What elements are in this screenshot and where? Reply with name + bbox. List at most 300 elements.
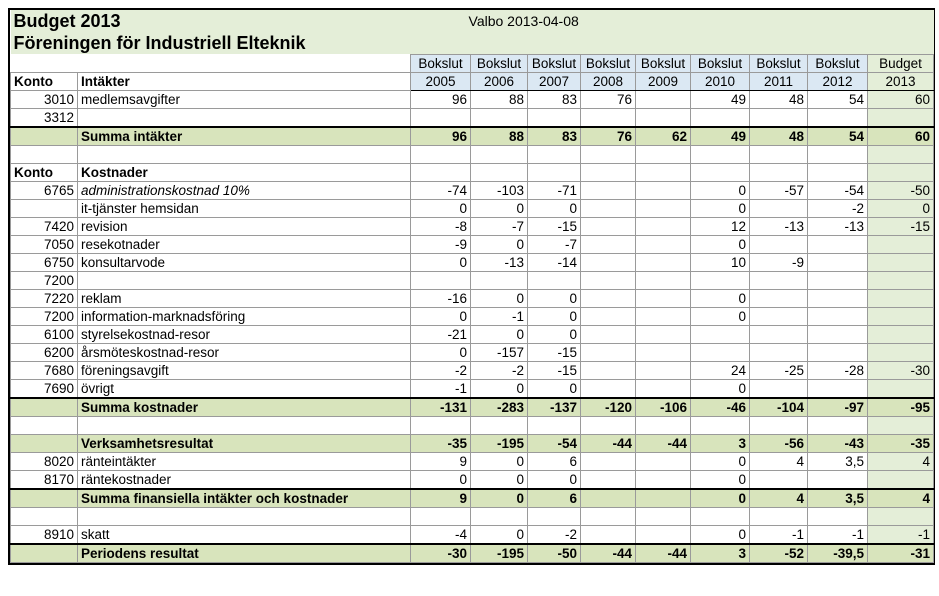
value-cell: -157 <box>471 343 528 361</box>
value-cell: -1 <box>411 379 471 398</box>
value-cell: 0 <box>471 325 528 343</box>
subtitle-row <box>11 32 934 54</box>
value-cell: 76 <box>581 127 636 146</box>
row-label: medlemsavgifter <box>78 90 411 108</box>
value-cell: -16 <box>411 289 471 307</box>
value-cell: -283 <box>471 398 528 417</box>
header-year-cell: 2005 <box>411 72 471 90</box>
blank-cell <box>528 163 581 181</box>
value-cell: -137 <box>528 398 581 417</box>
value-cell <box>636 271 691 289</box>
value-cell: -15 <box>868 217 934 235</box>
row-r7690 <box>11 379 934 398</box>
value-cell: 54 <box>808 127 868 146</box>
value-cell: -15 <box>528 217 581 235</box>
value-cell <box>581 217 636 235</box>
value-cell <box>581 289 636 307</box>
konto-header: Konto <box>11 72 78 90</box>
value-cell <box>636 489 691 508</box>
row-rit <box>11 199 934 217</box>
blank-cell <box>808 145 868 163</box>
row-label: årsmöteskostnad-resor <box>78 343 411 361</box>
konto-cell <box>11 127 78 146</box>
value-cell <box>808 470 868 489</box>
blank-cell <box>691 416 750 434</box>
value-cell: 0 <box>691 235 750 253</box>
blank-cell <box>11 54 411 72</box>
value-cell <box>636 452 691 470</box>
value-cell: 0 <box>411 253 471 271</box>
value-cell: -15 <box>528 343 581 361</box>
value-cell: 4 <box>868 452 934 470</box>
header-type-cell: Budget <box>868 54 934 72</box>
value-cell <box>581 361 636 379</box>
header-year-cell: 2006 <box>471 72 528 90</box>
blank-cell <box>636 416 691 434</box>
value-cell: 10 <box>691 253 750 271</box>
value-cell: -44 <box>636 544 691 563</box>
value-cell <box>636 181 691 199</box>
value-cell: -195 <box>471 544 528 563</box>
value-cell: -56 <box>750 434 808 452</box>
value-cell <box>636 90 691 108</box>
row-label: skatt <box>78 525 411 544</box>
row-label: styrelsekostnad-resor <box>78 325 411 343</box>
value-cell: 76 <box>581 90 636 108</box>
blank-cell <box>581 416 636 434</box>
header-year-cell: 2010 <box>691 72 750 90</box>
blank-cell <box>808 163 868 181</box>
row-r6765 <box>11 181 934 199</box>
value-cell <box>750 307 808 325</box>
row-r7220 <box>11 289 934 307</box>
value-cell: 0 <box>691 452 750 470</box>
value-cell: 49 <box>691 90 750 108</box>
value-cell <box>581 325 636 343</box>
row-sum_kost <box>11 398 934 417</box>
value-cell: -44 <box>581 434 636 452</box>
value-cell <box>808 271 868 289</box>
konto-cell: 7690 <box>11 379 78 398</box>
value-cell: 54 <box>808 90 868 108</box>
blank-cell <box>528 507 581 525</box>
konto-cell <box>11 489 78 508</box>
value-cell: -13 <box>750 217 808 235</box>
value-cell <box>581 470 636 489</box>
row-r3312 <box>11 108 934 127</box>
value-cell: -44 <box>581 544 636 563</box>
spacer-row <box>11 507 934 525</box>
value-cell: -54 <box>528 434 581 452</box>
value-cell: -120 <box>581 398 636 417</box>
value-cell <box>808 325 868 343</box>
budget-table <box>10 10 934 563</box>
value-cell: 62 <box>636 127 691 146</box>
row-sum_int <box>11 127 934 146</box>
row-period <box>11 544 934 563</box>
value-cell <box>808 289 868 307</box>
value-cell <box>750 343 808 361</box>
value-cell: -103 <box>471 181 528 199</box>
blank-cell <box>411 163 471 181</box>
value-cell: 0 <box>411 307 471 325</box>
value-cell <box>471 271 528 289</box>
blank-cell <box>691 163 750 181</box>
value-cell <box>581 525 636 544</box>
header-type-cell: Bokslut <box>411 54 471 72</box>
value-cell: -43 <box>808 434 868 452</box>
value-cell <box>808 307 868 325</box>
konto-cell: 7680 <box>11 361 78 379</box>
value-cell: -46 <box>691 398 750 417</box>
value-cell: -4 <box>411 525 471 544</box>
row-r7680 <box>11 361 934 379</box>
value-cell: 4 <box>868 489 934 508</box>
blank-cell <box>636 507 691 525</box>
value-cell <box>691 343 750 361</box>
blank-cell <box>750 416 808 434</box>
value-cell <box>868 108 934 127</box>
row-sum_fin <box>11 489 934 508</box>
value-cell: 3,5 <box>808 452 868 470</box>
blank-cell <box>750 163 808 181</box>
value-cell: -1 <box>750 525 808 544</box>
value-cell <box>750 379 808 398</box>
value-cell: 0 <box>528 470 581 489</box>
blank-cell <box>471 416 528 434</box>
value-cell <box>808 108 868 127</box>
konto-cell: 8170 <box>11 470 78 489</box>
value-cell <box>750 325 808 343</box>
value-cell <box>868 271 934 289</box>
row-label <box>78 108 411 127</box>
blank-cell <box>471 163 528 181</box>
value-cell: -97 <box>808 398 868 417</box>
value-cell <box>411 108 471 127</box>
blank-cell <box>78 145 411 163</box>
konto-cell: 7420 <box>11 217 78 235</box>
value-cell: 0 <box>691 307 750 325</box>
row-label: administrationskostnad 10% <box>78 181 411 199</box>
value-cell <box>581 199 636 217</box>
row-r8020 <box>11 452 934 470</box>
value-cell: 3 <box>691 544 750 563</box>
blank-cell <box>868 507 934 525</box>
value-cell: -7 <box>471 217 528 235</box>
row-r6200 <box>11 343 934 361</box>
value-cell: -30 <box>411 544 471 563</box>
value-cell <box>636 361 691 379</box>
value-cell: 0 <box>528 289 581 307</box>
header-type-cell: Bokslut <box>636 54 691 72</box>
row-label: föreningsavgift <box>78 361 411 379</box>
value-cell <box>636 325 691 343</box>
value-cell: 4 <box>750 489 808 508</box>
value-cell: 0 <box>691 181 750 199</box>
header-year-cell: 2013 <box>868 72 934 90</box>
blank-cell <box>636 163 691 181</box>
konto-cell: 7200 <box>11 307 78 325</box>
blank-cell <box>411 507 471 525</box>
value-cell: 0 <box>528 379 581 398</box>
header-year-cell: 2011 <box>750 72 808 90</box>
blank-cell <box>471 145 528 163</box>
konto-cell: 6200 <box>11 343 78 361</box>
value-cell <box>581 108 636 127</box>
spacer-row <box>11 416 934 434</box>
row-label: räntekostnader <box>78 470 411 489</box>
row-label <box>78 271 411 289</box>
value-cell: 4 <box>750 452 808 470</box>
value-cell <box>691 108 750 127</box>
konto-cell: 7200 <box>11 271 78 289</box>
value-cell: 49 <box>691 127 750 146</box>
value-cell <box>808 343 868 361</box>
header-row-2 <box>11 72 934 90</box>
value-cell: -35 <box>868 434 934 452</box>
konto-cell: 6765 <box>11 181 78 199</box>
value-cell <box>636 199 691 217</box>
value-cell: -14 <box>528 253 581 271</box>
value-cell: -1 <box>868 525 934 544</box>
value-cell: -54 <box>808 181 868 199</box>
row-label: övrigt <box>78 379 411 398</box>
row-r8910 <box>11 525 934 544</box>
value-cell <box>750 289 808 307</box>
row-label: resekotnader <box>78 235 411 253</box>
value-cell <box>636 253 691 271</box>
value-cell: -44 <box>636 434 691 452</box>
header-year-cell: 2009 <box>636 72 691 90</box>
value-cell <box>868 343 934 361</box>
value-cell: 0 <box>691 489 750 508</box>
row-r7050 <box>11 235 934 253</box>
value-cell <box>868 235 934 253</box>
value-cell <box>636 289 691 307</box>
value-cell: 0 <box>528 199 581 217</box>
value-cell: 0 <box>471 235 528 253</box>
row-label: revision <box>78 217 411 235</box>
row-label: Summa intäkter <box>78 127 411 146</box>
value-cell: -31 <box>868 544 934 563</box>
value-cell: -25 <box>750 361 808 379</box>
value-cell <box>581 307 636 325</box>
value-cell: 0 <box>411 199 471 217</box>
value-cell: -195 <box>471 434 528 452</box>
blank-cell <box>11 507 78 525</box>
konto-cell: 7220 <box>11 289 78 307</box>
intakter-header: Intäkter <box>78 72 411 90</box>
value-cell <box>636 217 691 235</box>
header-type-cell: Bokslut <box>750 54 808 72</box>
title-row <box>11 10 934 32</box>
value-cell: 0 <box>471 489 528 508</box>
row-label: Periodens resultat <box>78 544 411 563</box>
row-r7200a <box>11 271 934 289</box>
value-cell <box>528 108 581 127</box>
value-cell: 6 <box>528 489 581 508</box>
value-cell: -9 <box>411 235 471 253</box>
row-label: Summa kostnader <box>78 398 411 417</box>
blank-cell <box>808 507 868 525</box>
row-r6750 <box>11 253 934 271</box>
value-cell <box>581 181 636 199</box>
row-label: reklam <box>78 289 411 307</box>
spacer-row <box>11 145 934 163</box>
value-cell: 9 <box>411 489 471 508</box>
value-cell: 12 <box>691 217 750 235</box>
value-cell <box>750 235 808 253</box>
value-cell: -95 <box>868 398 934 417</box>
value-cell <box>750 199 808 217</box>
konto-cell: 6100 <box>11 325 78 343</box>
header-year-cell: 2008 <box>581 72 636 90</box>
value-cell: -1 <box>471 307 528 325</box>
header-type-cell: Bokslut <box>528 54 581 72</box>
value-cell: -74 <box>411 181 471 199</box>
blank-cell <box>691 145 750 163</box>
header-year-cell: 2007 <box>528 72 581 90</box>
blank-cell <box>691 507 750 525</box>
value-cell <box>868 325 934 343</box>
blank-cell <box>78 507 411 525</box>
blank-cell <box>581 507 636 525</box>
blank-cell <box>411 32 934 54</box>
value-cell: -71 <box>528 181 581 199</box>
konto-cell: 3010 <box>11 90 78 108</box>
value-cell <box>750 470 808 489</box>
value-cell <box>636 525 691 544</box>
value-cell <box>581 379 636 398</box>
value-cell: 0 <box>528 325 581 343</box>
konto-cell: 6750 <box>11 253 78 271</box>
value-cell <box>471 108 528 127</box>
value-cell: 24 <box>691 361 750 379</box>
value-cell: -7 <box>528 235 581 253</box>
blank-cell <box>581 145 636 163</box>
value-cell <box>581 271 636 289</box>
row-label: Verksamhetsresultat <box>78 434 411 452</box>
blank-cell <box>78 416 411 434</box>
row-r6100 <box>11 325 934 343</box>
value-cell <box>750 108 808 127</box>
value-cell: 0 <box>691 289 750 307</box>
value-cell: 0 <box>691 199 750 217</box>
konto-header: Konto <box>11 163 78 181</box>
header-type-cell: Bokslut <box>581 54 636 72</box>
konto-cell: 8910 <box>11 525 78 544</box>
blank-cell <box>868 163 934 181</box>
sheet-title: Budget 2013 <box>11 10 411 32</box>
value-cell: 3 <box>691 434 750 452</box>
row-r8170 <box>11 470 934 489</box>
value-cell <box>868 307 934 325</box>
value-cell <box>581 452 636 470</box>
blank-cell <box>808 416 868 434</box>
row-label: ränteintäkter <box>78 452 411 470</box>
blank-cell <box>471 507 528 525</box>
konto-cell <box>11 199 78 217</box>
blank-cell <box>411 416 471 434</box>
value-cell: 0 <box>411 343 471 361</box>
header-type-cell: Bokslut <box>691 54 750 72</box>
header-year-cell: 2012 <box>808 72 868 90</box>
value-cell: -35 <box>411 434 471 452</box>
value-cell <box>636 470 691 489</box>
value-cell: -104 <box>750 398 808 417</box>
konto-cell: 3312 <box>11 108 78 127</box>
row-r7200b <box>11 307 934 325</box>
value-cell: 83 <box>528 90 581 108</box>
value-cell: 60 <box>868 127 934 146</box>
value-cell <box>808 235 868 253</box>
value-cell <box>636 235 691 253</box>
row-r7420 <box>11 217 934 235</box>
value-cell <box>691 325 750 343</box>
value-cell <box>808 379 868 398</box>
value-cell: -50 <box>868 181 934 199</box>
value-cell: 88 <box>471 90 528 108</box>
value-cell <box>581 253 636 271</box>
blank-cell <box>11 145 78 163</box>
value-cell: 88 <box>471 127 528 146</box>
value-cell <box>581 489 636 508</box>
value-cell <box>636 379 691 398</box>
value-cell: 0 <box>471 452 528 470</box>
konto-cell <box>11 398 78 417</box>
blank-cell <box>581 163 636 181</box>
blank-cell <box>750 507 808 525</box>
konto-cell <box>11 434 78 452</box>
value-cell <box>868 289 934 307</box>
row-label: information-marknadsföring <box>78 307 411 325</box>
budget-sheet <box>8 8 935 565</box>
value-cell <box>868 253 934 271</box>
row-r3010 <box>11 90 934 108</box>
value-cell: -13 <box>471 253 528 271</box>
blank-cell <box>636 145 691 163</box>
value-cell: 0 <box>868 199 934 217</box>
value-cell <box>868 379 934 398</box>
blank-cell <box>528 416 581 434</box>
value-cell <box>750 271 808 289</box>
blank-cell <box>528 145 581 163</box>
value-cell: -30 <box>868 361 934 379</box>
value-cell <box>808 253 868 271</box>
value-cell: 0 <box>691 525 750 544</box>
value-cell <box>581 343 636 361</box>
konto-cell: 8020 <box>11 452 78 470</box>
value-cell: -106 <box>636 398 691 417</box>
value-cell: -2 <box>528 525 581 544</box>
value-cell: 0 <box>471 289 528 307</box>
value-cell: 0 <box>471 199 528 217</box>
value-cell <box>636 108 691 127</box>
value-cell: 0 <box>411 470 471 489</box>
header-type-cell: Bokslut <box>471 54 528 72</box>
value-cell: 0 <box>528 307 581 325</box>
value-cell: 96 <box>411 90 471 108</box>
value-cell: 6 <box>528 452 581 470</box>
konto-cell: 7050 <box>11 235 78 253</box>
value-cell: -2 <box>411 361 471 379</box>
value-cell: 0 <box>471 470 528 489</box>
value-cell: -39,5 <box>808 544 868 563</box>
value-cell: 60 <box>868 90 934 108</box>
date-label: Valbo 2013-04-08 <box>411 10 934 32</box>
blank-cell <box>868 145 934 163</box>
value-cell <box>528 271 581 289</box>
